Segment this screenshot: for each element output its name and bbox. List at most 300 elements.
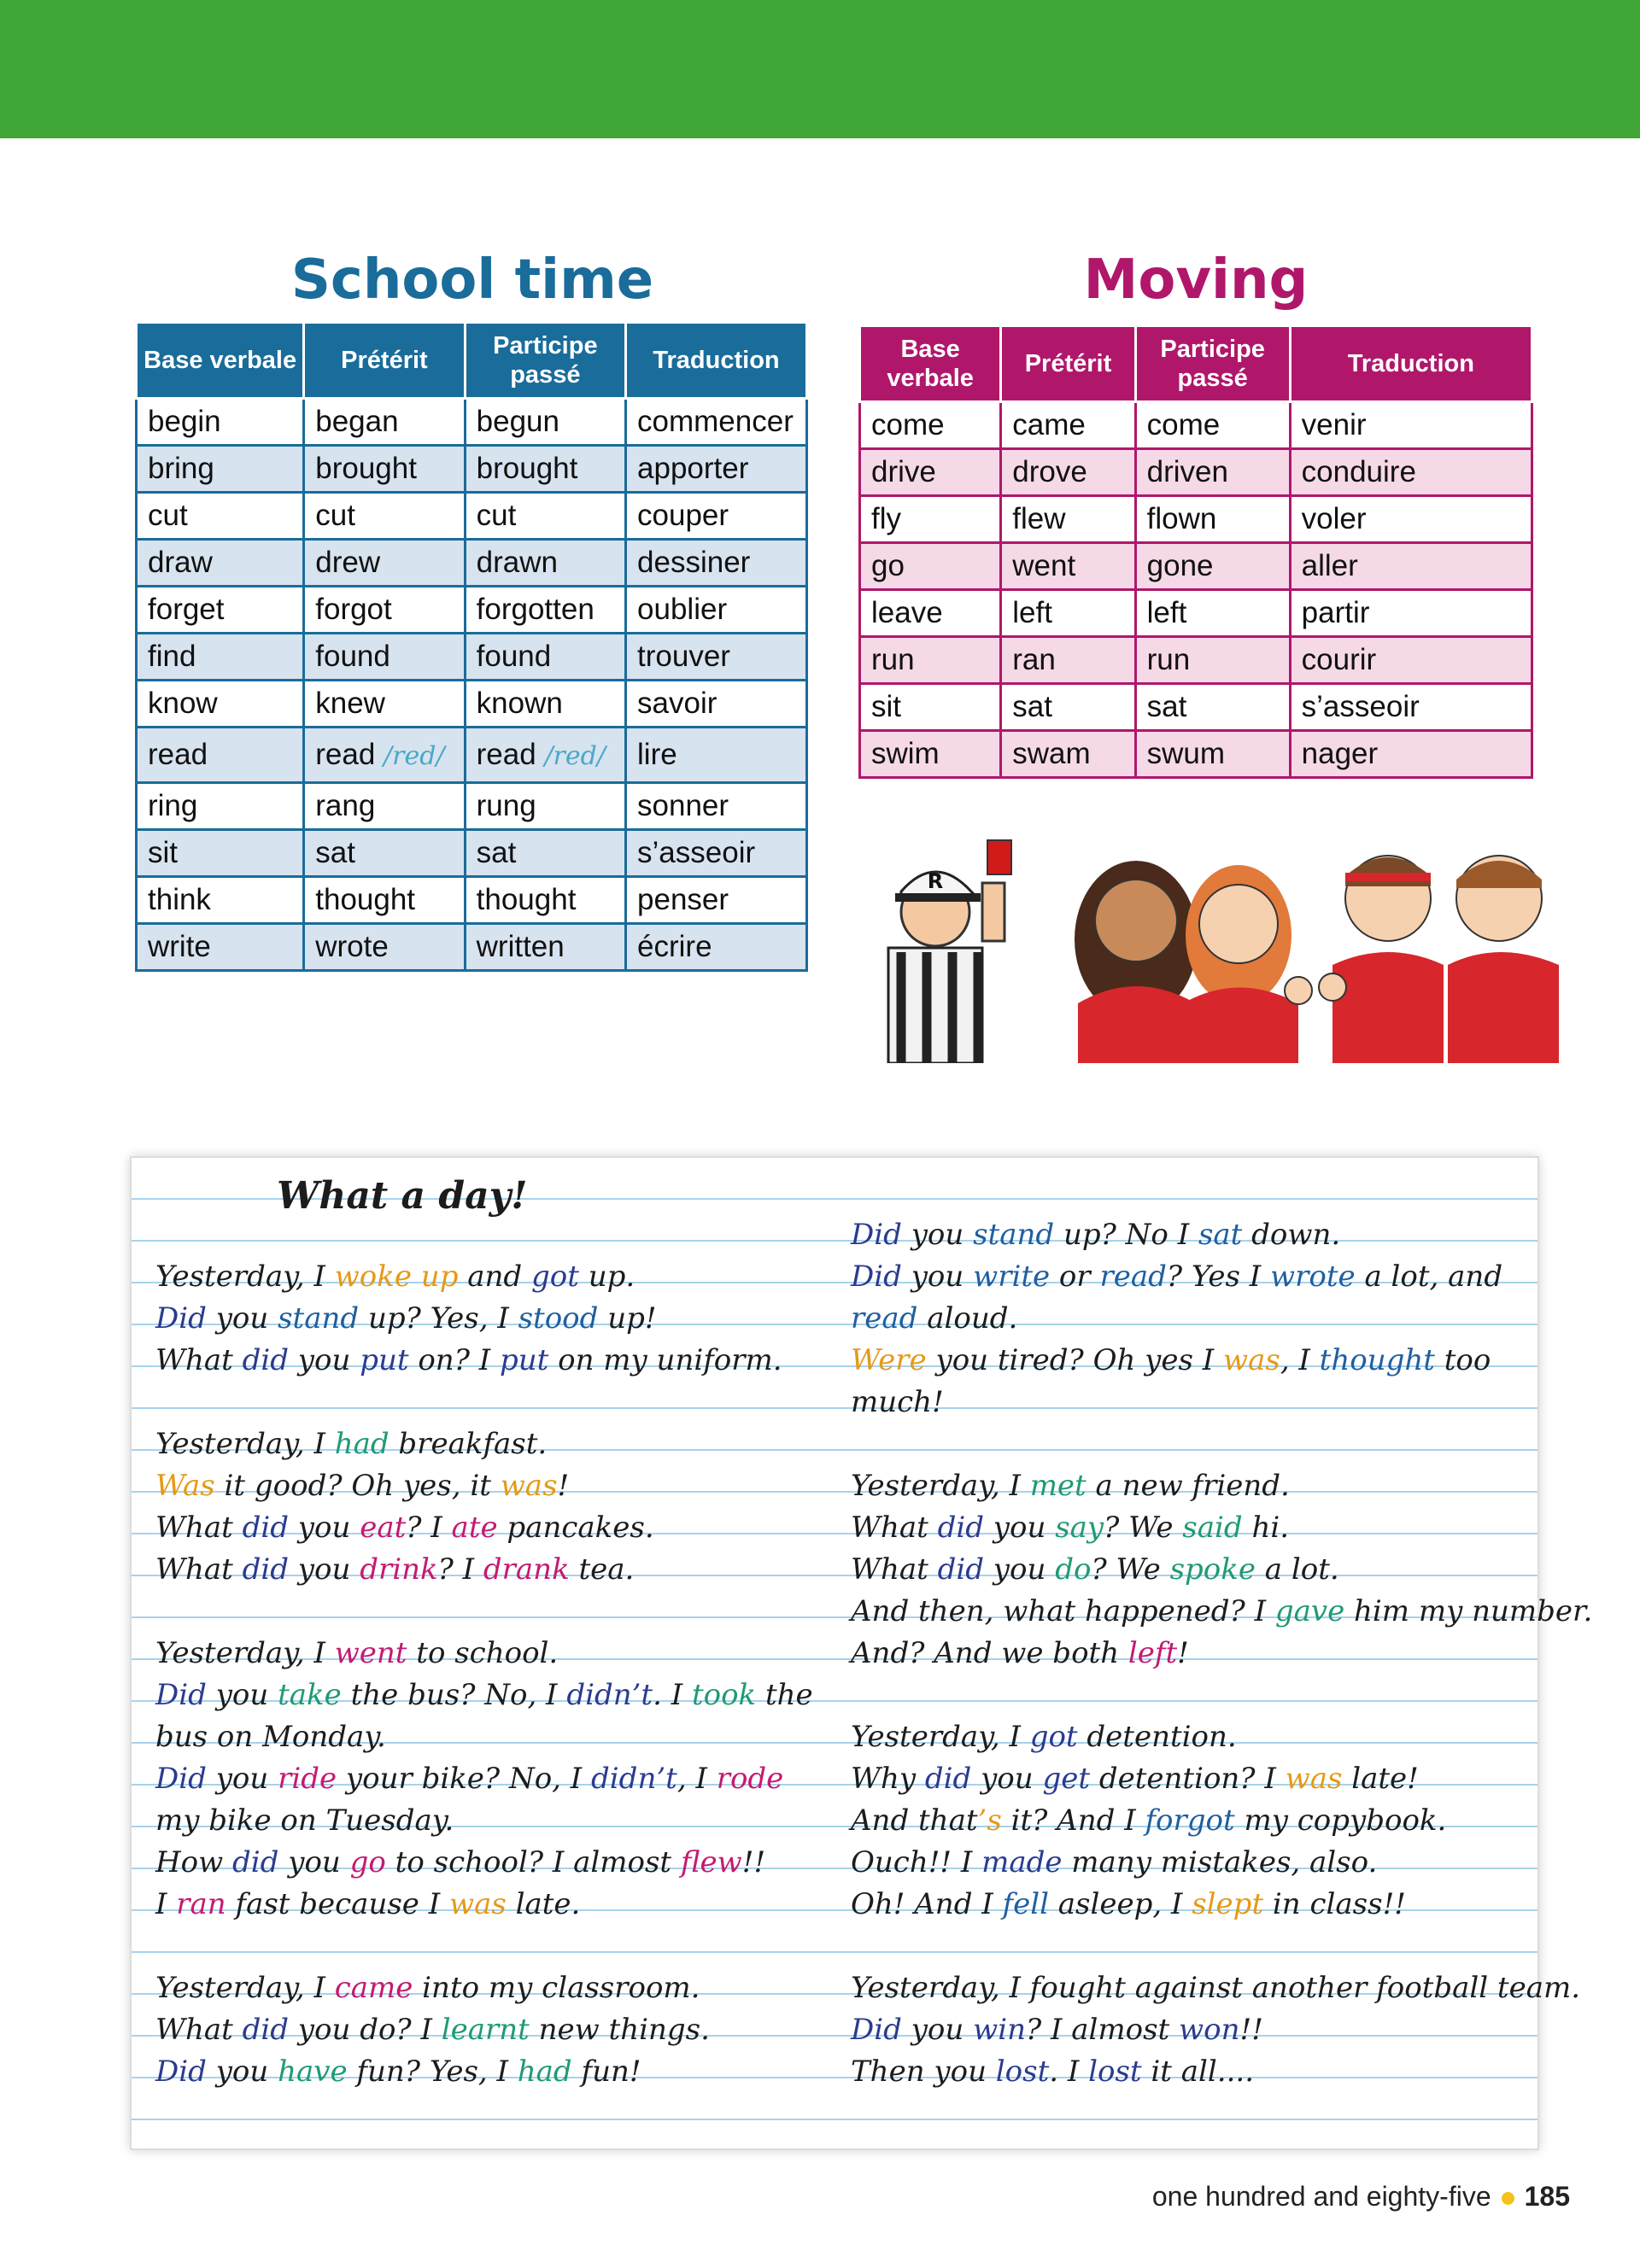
verb-highlight: ’s bbox=[977, 1803, 1002, 1838]
cell-traduction bbox=[626, 587, 807, 634]
cell-participe-passe bbox=[1135, 543, 1290, 590]
cell-base-verbale bbox=[860, 449, 1001, 496]
cell-participe-passe bbox=[465, 681, 625, 728]
cell-participe-passe bbox=[1135, 731, 1290, 778]
line-text: into my classroom. bbox=[413, 1971, 700, 2005]
cell-text: rang bbox=[315, 789, 376, 822]
cell-text: come bbox=[871, 408, 945, 441]
cell-participe-passe bbox=[1135, 684, 1290, 731]
verb-highlight: do bbox=[1055, 1552, 1092, 1587]
notebook-line bbox=[851, 1884, 1526, 1926]
line-text: down. bbox=[1242, 1218, 1341, 1252]
cell-preterit bbox=[304, 681, 465, 728]
verb-highlight: spoke bbox=[1169, 1552, 1256, 1587]
line-text: fun! bbox=[571, 2055, 641, 2089]
notebook-line bbox=[851, 2051, 1526, 2093]
cell-participe-passe bbox=[1135, 449, 1290, 496]
cell-base-verbale bbox=[137, 681, 304, 728]
notebook-line bbox=[155, 1549, 822, 1591]
line-text: many mistakes, also. bbox=[1062, 1845, 1378, 1879]
line-text: Then you bbox=[851, 2055, 996, 2089]
line-text: you bbox=[206, 1301, 278, 1336]
cell-base-verbale bbox=[137, 587, 304, 634]
line-text: !! bbox=[1239, 2013, 1263, 2047]
line-text: to school? I almost bbox=[385, 1845, 681, 1879]
line-text: late. bbox=[506, 1887, 581, 1921]
line-text: Why bbox=[851, 1762, 925, 1796]
header-traduction: Traduction bbox=[1290, 326, 1532, 402]
cell-preterit bbox=[304, 877, 465, 924]
players-group bbox=[1075, 856, 1559, 1063]
notebook-line bbox=[851, 1298, 1526, 1340]
notebook-line bbox=[851, 1716, 1526, 1758]
line-text: pancakes. bbox=[497, 1511, 654, 1545]
line-text: Yesterday, I bbox=[851, 1469, 1030, 1503]
cell-text: brought bbox=[315, 452, 417, 485]
line-text: detention. bbox=[1077, 1720, 1237, 1754]
line-text: What bbox=[155, 2013, 243, 2047]
cell-traduction bbox=[626, 540, 807, 587]
cell-text: ring bbox=[148, 789, 198, 822]
cell-participe-passe bbox=[465, 540, 625, 587]
cell-preterit bbox=[304, 728, 465, 783]
line-text: fun? Yes, I bbox=[347, 2055, 518, 2089]
cell-preterit bbox=[304, 924, 465, 971]
verb-highlight: did bbox=[232, 1845, 279, 1879]
cell-traduction bbox=[1290, 590, 1532, 637]
line-text: . I bbox=[653, 1678, 692, 1712]
verb-highlight: gave bbox=[1274, 1594, 1345, 1628]
line-text: you bbox=[206, 2055, 278, 2089]
table-row bbox=[137, 728, 807, 783]
line-text: Ouch!! I bbox=[851, 1845, 982, 1879]
line-text: What bbox=[155, 1343, 243, 1377]
line-text: detention? I bbox=[1090, 1762, 1286, 1796]
cell-text: come bbox=[1146, 408, 1221, 441]
cell-text: commencer bbox=[637, 405, 794, 438]
cell-text: left bbox=[1012, 596, 1052, 629]
cell-text: forgotten bbox=[476, 593, 594, 626]
line-text: ? We bbox=[1091, 1552, 1170, 1587]
line-text: a lot. bbox=[1255, 1552, 1339, 1587]
notebook-line bbox=[155, 1967, 822, 2009]
verb-highlight: wrote bbox=[1270, 1260, 1356, 1294]
cell-text: think bbox=[148, 883, 211, 916]
cell-participe-passe bbox=[465, 446, 625, 493]
header-participe-passe: Participe passé bbox=[465, 323, 625, 399]
cell-traduction bbox=[1290, 496, 1532, 543]
table-row bbox=[137, 877, 807, 924]
moving-table bbox=[858, 324, 1533, 779]
line-text: Yesterday, I bbox=[155, 1971, 335, 2005]
table-row bbox=[860, 590, 1532, 637]
verb-highlight: Did bbox=[155, 1301, 207, 1336]
cell-text: run bbox=[1146, 643, 1191, 676]
verb-highlight: flew bbox=[680, 1845, 742, 1879]
notebook-line bbox=[155, 1298, 822, 1340]
line-text: you tired? Oh yes I bbox=[926, 1343, 1223, 1377]
line-text: , I bbox=[676, 1762, 717, 1796]
notebook-line bbox=[851, 1842, 1526, 1884]
line-text: him my number. bbox=[1344, 1594, 1593, 1628]
line-text: Yesterday, I bbox=[155, 1260, 335, 1294]
cell-base-verbale bbox=[860, 402, 1001, 449]
cell-text: rung bbox=[476, 789, 536, 822]
cell-text: begun bbox=[476, 405, 559, 438]
notebook-line bbox=[155, 1716, 822, 1758]
line-text: . I bbox=[1049, 2055, 1089, 2089]
notebook-left-column bbox=[155, 1256, 822, 2093]
table-row bbox=[137, 830, 807, 877]
school-header-row bbox=[137, 323, 807, 399]
verb-highlight: went bbox=[334, 1636, 407, 1670]
cell-text: begin bbox=[148, 405, 221, 438]
line-text: How bbox=[155, 1845, 233, 1879]
verb-highlight: eat bbox=[360, 1511, 407, 1545]
line-text: Yesterday, I bbox=[155, 1427, 335, 1461]
cell-text: began bbox=[315, 405, 399, 438]
blank-line bbox=[851, 1675, 1526, 1716]
cell-participe-passe bbox=[465, 924, 625, 971]
notebook-line bbox=[155, 1675, 822, 1716]
red-card bbox=[987, 840, 1011, 874]
cell-text: thought bbox=[476, 883, 577, 916]
line-text: you bbox=[206, 1678, 278, 1712]
notebook-line bbox=[155, 2051, 822, 2093]
referee-cap-letter: R bbox=[927, 869, 944, 893]
cell-text: read bbox=[476, 738, 536, 771]
cell-text: driven bbox=[1146, 455, 1228, 488]
verb-highlight: took bbox=[691, 1678, 757, 1712]
line-text: ? I bbox=[437, 1552, 483, 1587]
cell-text: found bbox=[315, 640, 390, 673]
verb-highlight: Did bbox=[851, 2013, 902, 2047]
notebook-line bbox=[155, 1633, 822, 1675]
cell-text: read bbox=[315, 738, 376, 771]
cell-preterit bbox=[1001, 637, 1135, 684]
blank-line bbox=[155, 1591, 822, 1633]
table-row bbox=[860, 731, 1532, 778]
line-text: it good? Oh yes, it bbox=[214, 1469, 501, 1503]
verb-highlight: slept bbox=[1192, 1887, 1264, 1921]
line-text: or bbox=[1050, 1260, 1100, 1294]
cell-text: oublier bbox=[637, 593, 728, 626]
line-text: in class!! bbox=[1263, 1887, 1406, 1921]
page-footer bbox=[1152, 2179, 1570, 2213]
notebook-line bbox=[851, 1800, 1526, 1842]
cell-text: conduire bbox=[1301, 455, 1416, 488]
cell-text: cut bbox=[476, 499, 517, 532]
line-text: you bbox=[984, 1511, 1056, 1545]
verb-highlight: did bbox=[242, 1343, 289, 1377]
referee-and-players-illustration bbox=[854, 820, 1559, 1063]
cell-preterit bbox=[304, 830, 465, 877]
cell-text: sit bbox=[148, 836, 178, 869]
line-text: ? I almost bbox=[1025, 2013, 1180, 2047]
line-text: my bike on Tuesday. bbox=[155, 1803, 454, 1838]
notebook-line bbox=[155, 2009, 822, 2051]
table-row bbox=[137, 587, 807, 634]
cell-text: nager bbox=[1301, 737, 1379, 770]
notebook-line bbox=[155, 1758, 822, 1800]
line-text: ? Yes I bbox=[1166, 1260, 1271, 1294]
verb-highlight: Did bbox=[851, 1218, 902, 1252]
line-text: you bbox=[901, 1218, 974, 1252]
cell-text: partir bbox=[1301, 596, 1370, 629]
cell-base-verbale bbox=[860, 543, 1001, 590]
cell-base-verbale bbox=[860, 496, 1001, 543]
cell-base-verbale bbox=[137, 446, 304, 493]
cell-traduction bbox=[1290, 684, 1532, 731]
notebook-line bbox=[851, 1465, 1526, 1507]
line-text: What bbox=[851, 1511, 938, 1545]
verb-highlight: drink bbox=[360, 1552, 438, 1587]
line-text: a lot, and bbox=[1355, 1260, 1503, 1294]
line-text: on? I bbox=[408, 1343, 500, 1377]
cell-preterit bbox=[1001, 731, 1135, 778]
line-text: bus on Monday. bbox=[155, 1720, 386, 1754]
cell-participe-passe bbox=[1135, 637, 1290, 684]
table-row bbox=[137, 924, 807, 971]
line-text: I bbox=[155, 1887, 177, 1921]
page-number: 185 bbox=[1524, 2181, 1570, 2212]
cell-text: write bbox=[148, 930, 211, 963]
cell-base-verbale bbox=[860, 731, 1001, 778]
line-text: ! bbox=[1177, 1636, 1189, 1670]
line-text: you bbox=[901, 2013, 974, 2047]
top-green-bar bbox=[0, 0, 1640, 138]
cell-base-verbale bbox=[137, 830, 304, 877]
notebook-line bbox=[155, 1423, 822, 1465]
cell-traduction bbox=[1290, 731, 1532, 778]
cell-text: known bbox=[476, 687, 563, 720]
table-row bbox=[137, 493, 807, 540]
cell-traduction bbox=[626, 493, 807, 540]
cell-text: sat bbox=[1012, 690, 1052, 723]
table-row bbox=[860, 684, 1532, 731]
line-text: And then, what happened? I bbox=[851, 1594, 1275, 1628]
cell-text: find bbox=[148, 640, 196, 673]
cell-text: leave bbox=[871, 596, 943, 629]
cell-preterit bbox=[1001, 496, 1135, 543]
cell-text: flown bbox=[1146, 502, 1217, 535]
line-text: Yesterday, I bbox=[155, 1636, 335, 1670]
cell-text: dessiner bbox=[637, 546, 751, 579]
cell-participe-passe bbox=[465, 493, 625, 540]
table-row bbox=[137, 446, 807, 493]
verb-highlight: Did bbox=[851, 1260, 902, 1294]
notebook-line bbox=[155, 1465, 822, 1507]
notebook-line bbox=[851, 1340, 1526, 1382]
cell-text: swam bbox=[1012, 737, 1091, 770]
cell-traduction bbox=[626, 924, 807, 971]
line-text: , I bbox=[1280, 1343, 1320, 1377]
verb-highlight: did bbox=[242, 1511, 289, 1545]
cell-traduction bbox=[626, 399, 807, 446]
cell-participe-passe bbox=[465, 399, 625, 446]
cell-text: venir bbox=[1301, 408, 1367, 441]
line-text: a new friend. bbox=[1086, 1469, 1290, 1503]
verb-highlight: was bbox=[1222, 1343, 1280, 1377]
line-text: tea. bbox=[569, 1552, 635, 1587]
verb-highlight: say bbox=[1055, 1511, 1104, 1545]
cell-preterit bbox=[304, 634, 465, 681]
school-time-title: School time bbox=[290, 248, 654, 312]
notebook-line bbox=[851, 1549, 1526, 1591]
line-text: you bbox=[206, 1762, 278, 1796]
verb-highlight: go bbox=[349, 1845, 386, 1879]
verb-highlight: forgot bbox=[1145, 1803, 1235, 1838]
table-row bbox=[860, 449, 1532, 496]
notebook-line bbox=[851, 2009, 1526, 2051]
verb-highlight: came bbox=[334, 1971, 413, 2005]
cell-text: drove bbox=[1012, 455, 1087, 488]
verb-highlight: woke up bbox=[334, 1260, 459, 1294]
cell-text: swim bbox=[871, 737, 940, 770]
cell-text: go bbox=[871, 549, 905, 582]
yellow-dot-icon bbox=[1502, 2192, 1514, 2205]
line-text: my copybook. bbox=[1234, 1803, 1447, 1838]
header-base-verbale: Base verbale bbox=[860, 326, 1001, 402]
verb-highlight: Was bbox=[155, 1469, 215, 1503]
table-row bbox=[860, 496, 1532, 543]
verb-highlight: had bbox=[334, 1427, 390, 1461]
line-text: up. bbox=[578, 1260, 636, 1294]
cell-participe-passe bbox=[465, 634, 625, 681]
phonetic-read: /red/ bbox=[384, 741, 445, 771]
notebook-line bbox=[851, 1591, 1593, 1633]
line-text: ? I bbox=[406, 1511, 452, 1545]
cell-traduction bbox=[1290, 543, 1532, 590]
cell-preterit bbox=[304, 540, 465, 587]
cell-text: aller bbox=[1301, 549, 1358, 582]
verb-highlight: got bbox=[1029, 1720, 1078, 1754]
line-text: breakfast. bbox=[389, 1427, 548, 1461]
cell-text: apporter bbox=[637, 452, 749, 485]
verb-highlight: did bbox=[937, 1552, 984, 1587]
line-text: What bbox=[851, 1552, 938, 1587]
cell-traduction bbox=[626, 728, 807, 783]
verb-highlight: did bbox=[242, 1552, 289, 1587]
cell-text: forget bbox=[148, 593, 225, 626]
verb-highlight: drank bbox=[483, 1552, 570, 1587]
cell-text: went bbox=[1012, 549, 1076, 582]
line-text: you do? I bbox=[289, 2013, 442, 2047]
cell-base-verbale bbox=[860, 590, 1001, 637]
verb-highlight: said bbox=[1182, 1511, 1243, 1545]
line-text: it all.... bbox=[1141, 2055, 1254, 2089]
line-text: you bbox=[901, 1260, 974, 1294]
verb-highlight: fell bbox=[1002, 1887, 1049, 1921]
verb-highlight: didn’t bbox=[591, 1762, 677, 1796]
table-row bbox=[137, 634, 807, 681]
page-number-words: one hundred and eighty-five bbox=[1151, 2181, 1491, 2212]
verb-highlight: rode bbox=[716, 1762, 784, 1796]
verb-highlight: lost bbox=[995, 2055, 1050, 2089]
cell-preterit bbox=[1001, 402, 1135, 449]
cell-participe-passe bbox=[1135, 496, 1290, 543]
referee-figure bbox=[888, 840, 1011, 1063]
line-text: you bbox=[971, 1762, 1043, 1796]
cell-text: wrote bbox=[315, 930, 389, 963]
notebook-line bbox=[851, 1507, 1526, 1549]
line-text: And? And we both bbox=[851, 1636, 1128, 1670]
cell-participe-passe bbox=[1135, 402, 1290, 449]
verb-highlight: got bbox=[531, 1260, 579, 1294]
verb-highlight: met bbox=[1029, 1469, 1086, 1503]
line-text: hi. bbox=[1242, 1511, 1290, 1545]
cell-text: lire bbox=[637, 738, 677, 771]
cell-text: trouver bbox=[637, 640, 730, 673]
header-traduction: Traduction bbox=[626, 323, 807, 399]
cell-text: sat bbox=[315, 836, 355, 869]
verb-highlight: take bbox=[278, 1678, 342, 1712]
cell-participe-passe bbox=[465, 783, 625, 830]
cell-text: gone bbox=[1146, 549, 1214, 582]
cell-text: flew bbox=[1012, 502, 1066, 535]
cell-text: sat bbox=[476, 836, 517, 869]
blank-line bbox=[155, 1926, 822, 1967]
notebook-line bbox=[155, 1884, 822, 1926]
verb-highlight: made bbox=[981, 1845, 1063, 1879]
cell-text: voler bbox=[1301, 502, 1367, 535]
table-row bbox=[137, 681, 807, 728]
blank-line bbox=[155, 1382, 822, 1423]
notebook-line bbox=[851, 1633, 1526, 1675]
cell-traduction bbox=[1290, 402, 1532, 449]
verb-highlight: read bbox=[1099, 1260, 1167, 1294]
cell-text: s’asseoir bbox=[637, 836, 756, 869]
cell-text: brought bbox=[476, 452, 578, 485]
cell-text: couper bbox=[637, 499, 729, 532]
blank-line bbox=[851, 1423, 1526, 1465]
verb-highlight: read bbox=[851, 1301, 918, 1336]
line-text: What bbox=[155, 1511, 243, 1545]
cell-text: fly bbox=[871, 502, 901, 535]
line-text: !! bbox=[741, 1845, 766, 1879]
cell-participe-passe bbox=[465, 728, 625, 783]
cell-base-verbale bbox=[860, 637, 1001, 684]
verb-highlight: left bbox=[1128, 1636, 1178, 1670]
moving-table-body bbox=[860, 402, 1532, 778]
table-row bbox=[137, 399, 807, 446]
verb-highlight: win bbox=[973, 2013, 1026, 2047]
line-text: fast because I bbox=[226, 1887, 449, 1921]
notebook-title: What a day! bbox=[277, 1174, 528, 1218]
cell-traduction bbox=[626, 783, 807, 830]
cell-traduction bbox=[626, 681, 807, 728]
line-text: up! bbox=[598, 1301, 657, 1336]
cell-text: écrire bbox=[637, 930, 712, 963]
blank-line bbox=[851, 1926, 1526, 1967]
notebook-line bbox=[155, 1340, 822, 1382]
cell-base-verbale bbox=[137, 783, 304, 830]
cell-participe-passe bbox=[465, 587, 625, 634]
cell-preterit bbox=[1001, 543, 1135, 590]
verb-highlight: was bbox=[500, 1469, 558, 1503]
notebook-line bbox=[851, 1967, 1581, 2009]
cell-text: drew bbox=[315, 546, 381, 579]
cell-participe-passe bbox=[465, 877, 625, 924]
notebook-line bbox=[155, 1842, 822, 1884]
school-table-body bbox=[137, 399, 807, 971]
cell-traduction bbox=[1290, 637, 1532, 684]
line-text: too bbox=[1434, 1343, 1491, 1377]
verb-highlight: stand bbox=[278, 1301, 360, 1336]
cell-preterit bbox=[304, 783, 465, 830]
notebook-line bbox=[155, 1507, 822, 1549]
cell-text: knew bbox=[315, 687, 385, 720]
